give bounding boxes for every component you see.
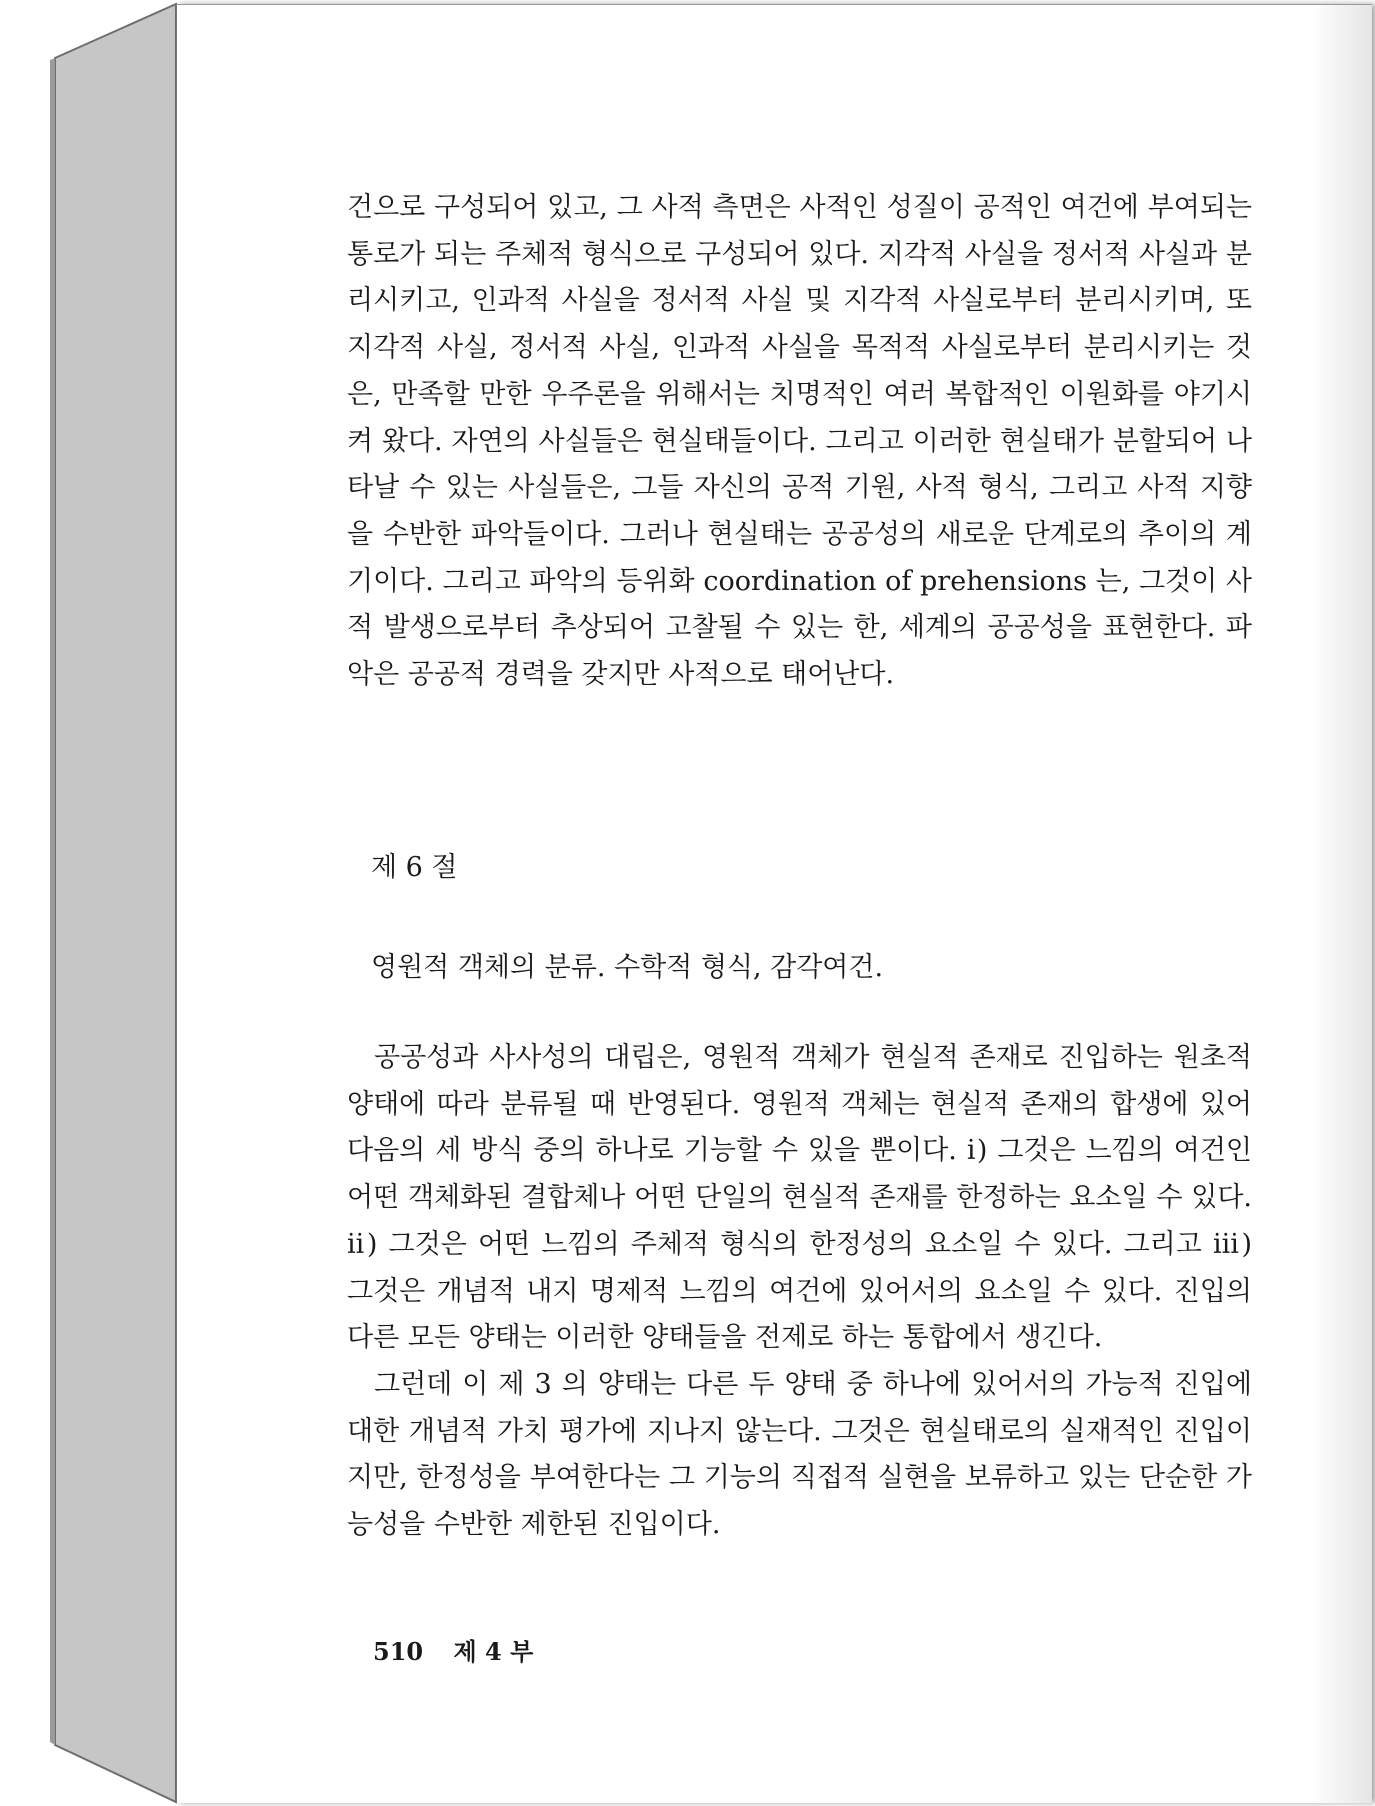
section-subtitle: 영원적 객체의 분류. 수학적 형식, 감각여건. <box>371 952 884 983</box>
page-edge-shadow <box>1312 5 1372 1803</box>
section-title: 제 6 절 <box>371 852 458 883</box>
page-number: 510 <box>373 1637 424 1666</box>
part-label: 제 4 부 <box>453 1637 534 1666</box>
paragraph-3: 그런데 이 제 3 의 양태는 다른 두 양태 중 하나에 있어서의 가능적 진입에 대한 개념적 가치 평가에 지나지 않는다. 그것은 현실태로의 실재적인 진입이지만, 한정성을 부여한다는 그 기능의 직접적 실현을 보류하고 있는 단순한 가능성을 수반한 제한된 진입이다. <box>347 1368 1252 1541</box>
page-footer <box>373 1632 555 1667</box>
body-text-top <box>347 185 1252 699</box>
book-page <box>176 4 1372 1803</box>
paragraph-1: 건으로 구성되어 있고, 그 사적 측면은 사적인 성질이 공적인 여건에 부여되는 통로가 되는 주체적 형식으로 구성되어 있다. 지각적 사실을 정서적 사실과 분리시키고, 인과적 사실을 정서적 사실 및 지각적 사실로부터 분리시키며, 또 지각적 사실, 정서적 사실, 인과적 사실을 목적적 사실로부터 분리시키는 것은, 만족할 만한 우주론을 위해서는 치명적인 여러 복합적인 이원화를 야기시켜 왔다. 자연의 사실들은 현실태들이다. 그리고 이러한 현실태가 분할되어 나타날 수 있는 사실들은, 그들 자신의 공적 기원, 사적 형식, 그리고 사적 지향을 수반한 파악들이다. 그러나 현실태는 공공성의 새로운 단계로의 추이의 계기이다. 그리고 파악의 등위화 coordination of prehensions 는, 그것이 사적 발생으로부터 추상되어 고찰될 수 있는 한, 세계의 공공성을 표현한다. 파악은 공공적 경력을 갖지만 사적으로 태어난다. <box>347 192 1252 691</box>
body-text-bottom <box>347 1035 1252 1549</box>
paragraph-2: 공공성과 사사성의 대립은, 영원적 객체가 현실적 존재로 진입하는 원초적 양태에 따라 분류될 때 반영된다. 영원적 객체는 현실적 존재의 합생에 있어 다음의 세 방식 중의 하나로 기능할 수 있을 뿐이다. ⅰ) 그것은 느낌의 여건인 어떤 객체화된 결합체나 어떤 단일의 현실적 존재를 한정하는 요소일 수 있다. ⅱ) 그것은 어떤 느낌의 주체적 형식의 한정성의 요소일 수 있다. 그리고 ⅲ) 그것은 개념적 내지 명제적 느낌의 여건에 있어서의 요소일 수 있다. 진입의 다른 모든 양태는 이러한 양태들을 전제로 하는 통합에서 생긴다. <box>347 1042 1252 1354</box>
